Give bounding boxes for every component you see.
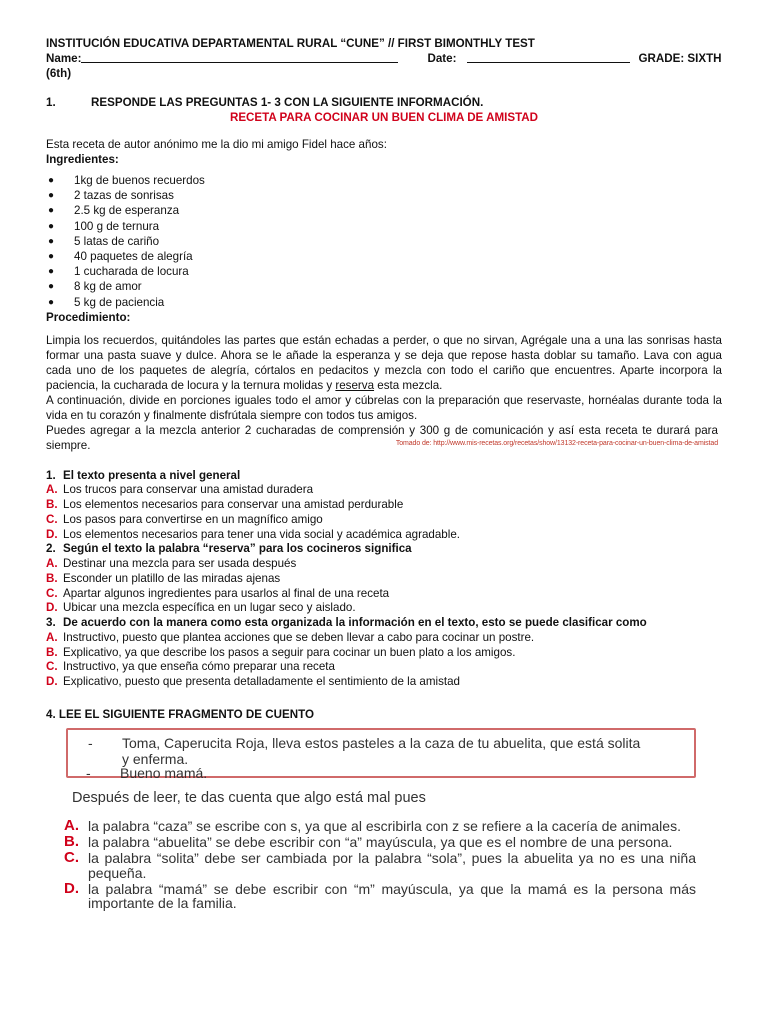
option-3a[interactable]: A. Instructivo, puesto que plantea acciones que se deben llevar a cabo para cocinar un postre. [46, 630, 535, 644]
fragment-question: Después de leer, te das cuenta que algo está mal pues [72, 790, 426, 806]
name-field[interactable] [81, 51, 398, 63]
ingredients-label: Ingredientes: [46, 153, 119, 166]
dialogue-line-1b: y enferma. [122, 751, 189, 767]
option-2b[interactable]: B. Esconder un platillo de las miradas ajenas [46, 571, 281, 585]
option-2a[interactable]: A. Destinar una mezcla para ser usada después [46, 557, 297, 571]
list-item: ● 5 latas de cariño [48, 234, 160, 248]
list-item: ● 100 g de ternura [48, 219, 160, 233]
fragment-options [64, 819, 696, 911]
section1-number: 1. [46, 96, 56, 109]
procedure-paragraph-3: Puedes agregar a la mezcla anterior 2 cucharadas de comprensión y 300 g de comunicación y así esta receta te durará para siempre. [46, 423, 718, 452]
date-label: Date: [427, 52, 457, 65]
test-page [46, 36, 722, 722]
list-item: ● 2.5 kg de esperanza [48, 204, 180, 218]
option-4d[interactable]: D. la palabra “mamá” se debe escribir con “m” mayúscula, ya que la mamá es la persona más importante de la familia. [64, 879, 696, 911]
section1-instruction [46, 95, 722, 110]
list-item: ● 40 paquetes de alegría [48, 249, 193, 263]
option-4b[interactable]: B. la palabra “abuelita” se debe escribir con “a” mayúscula, ya que es el nombre de una persona. [64, 833, 673, 850]
option-2d[interactable]: D. Ubicar una mezcla específica en un lugar seco y aislado. [46, 601, 356, 615]
section4-heading: 4. LEE EL SIGUIENTE FRAGMENTO DE CUENTO [46, 707, 314, 721]
questions-1-3 [46, 468, 722, 689]
question-3: 3. De acuerdo con la manera como esta organizada la información en el texto, esto se puede clasificar como [46, 616, 647, 630]
reserva-word: reserva [335, 378, 375, 392]
grade-label: GRADE: SIXTH [638, 52, 722, 65]
procedure-label: Procedimiento: [46, 310, 131, 324]
recipe-intro: Esta receta de autor anónimo me la dio mi amigo Fidel hace años: [46, 138, 387, 151]
option-1c[interactable]: C. Los pasos para convertirse en un magnífico amigo [46, 512, 323, 526]
list-item: ● 1 cucharada de locura [48, 265, 189, 279]
recipe-title: RECETA PARA COCINAR UN BUEN CLIMA DE AMISTAD [229, 111, 539, 124]
list-item: ● 1kg de buenos recuerdos [48, 174, 205, 187]
school-title: INSTITUCIÓN EDUCATIVA DEPARTAMENTAL RURAL “CUNE” // FIRST BIMONTHLY TEST [46, 37, 535, 50]
date-field[interactable] [467, 51, 630, 63]
dialogue-box: - Toma, Caperucita Roja, lleva estos pasteles a la caza de tu abuelita, que está solita y enferma. [66, 728, 696, 778]
procedure-paragraph-2: A continuación, divide en porciones iguales todo el amor y cúbrelas con la preparación que reservaste, hornéalas durante toda la vida en tu corazón y finalmente disfrútala siempre con todos tus amigos. [46, 393, 722, 422]
list-item: ● 5 kg de paciencia [48, 295, 165, 309]
option-1b[interactable]: B. Los elementos necesarios para conservar una amistad perdurable [46, 498, 404, 512]
option-2c[interactable]: C. Apartar algunos ingredientes para usarlos al final de una receta [46, 586, 390, 600]
list-item: ● 2 tazas de sonrisas [48, 189, 174, 203]
dialogue-line-1: Toma, Caperucita Roja, lleva estos pasteles a la caza de tu abuelita, que está solita [122, 735, 641, 751]
procedure-paragraph-1: Limpia los recuerdos, quitándoles las partes que están echadas a perder, o que no sirvan, Agrégale una a una las sonrisas hasta formar una pasta suave y dulce. Ahora se le añade la esperanza y se deja que repose hasta doblar su tamaño. Lava con agua cada uno de los paquetes de alegría, córtalos en pedacitos y mezcla con todo el cariño que encuentres. Aparte incorpora la paciencia, la cucharada de locura y la ternura molidas y reserva esta mezcla. [46, 333, 722, 392]
option-3c[interactable]: C. Instructivo, ya que enseña cómo preparar una receta [46, 660, 335, 674]
option-4a[interactable]: A. la palabra “caza” se escribe con s, ya que al escribirla con z se refiere a la cacería de animales. [64, 817, 681, 834]
ingredients-list [46, 173, 722, 310]
question-1: 1. El texto presenta a nivel general [46, 468, 241, 482]
list-item: ● 8 kg de amor [48, 280, 142, 294]
source-citation: Tomado de: http://www.mis-recetas.org/recetas/show/13132-receta-para-cocinar-un-buen-clima-de-amistad [395, 439, 718, 447]
option-3b[interactable]: B. Explicativo, ya que describe los pasos a seguir para cocinar un buen plato a los amigos. [46, 645, 516, 659]
section1-instruction-text: RESPONDE LAS PREGUNTAS 1- 3 CON LA SIGUIENTE INFORMACIÓN. [91, 96, 484, 109]
dialogue-line-2: Bueno mamá. [120, 765, 208, 781]
option-1a[interactable]: A. Los trucos para conservar una amistad duradera [46, 483, 314, 497]
name-label: Name: [46, 52, 82, 65]
option-4c[interactable]: C. la palabra “solita” debe ser cambiada por la palabra “sola”, pues la abuelita ya no es una niña pequeña. [64, 849, 696, 881]
grade-continuation: (6th) [46, 67, 72, 80]
question-2: 2. Según el texto la palabra “reserva” para los cocineros significa [46, 542, 412, 556]
name-date-grade-row [46, 51, 722, 66]
option-3d[interactable]: D. Explicativo, puesto que presenta detalladamente el sentimiento de la amistad [46, 675, 461, 689]
story-fragment-image: - Toma, Caperucita Roja, lleva estos pasteles a la caza de tu abuelita, que está solita y enferma. - Bueno mamá. Después de leer, te das cuenta que algo está mal pues A. la palabra “caza” se escribe con s, ya que al escribirla con z se refiere a la cacería de animales. B. la palabra “abuelita” se debe escribir con “a” mayúscula, ya que es el nombre de una persona. C. la palabra “solita” debe ser cambiada por la palabra “sola”, pues la abuelita ya no es una niña pequeña. D. la palabra “mamá” se debe escribir con “m” mayúscula, ya que la mamá es la persona más importante de la familia. [66, 728, 696, 912]
procedure-text [46, 333, 722, 453]
option-1d[interactable]: D. Los elementos necesarios para tener una vida social y académica agradable. [46, 527, 461, 541]
